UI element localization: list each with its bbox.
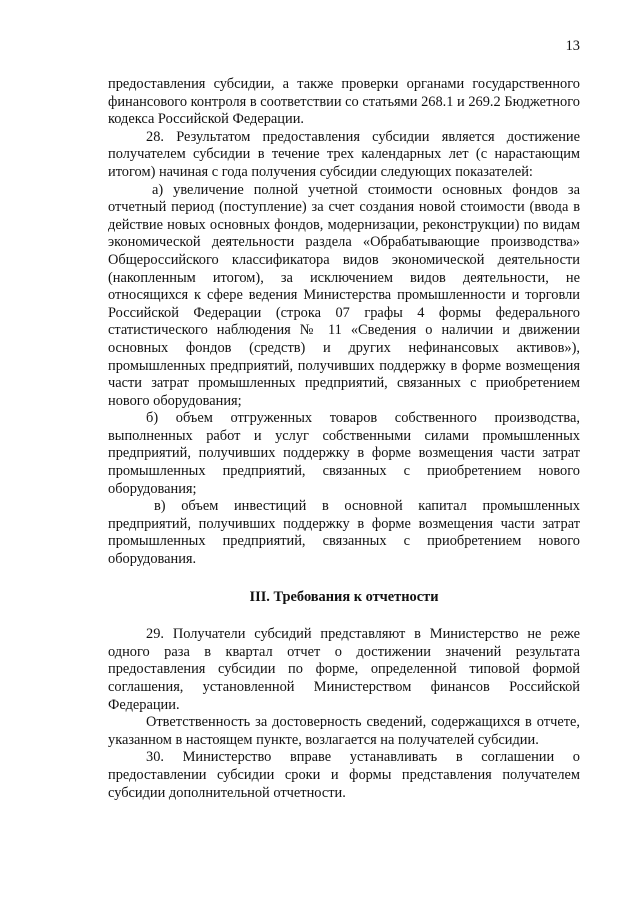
paragraph-28: 28. Результатом предоставления субсидии является достижение получателем субсидии в течение трех календарных лет (с нарастающим итогом) начиная с года получения субсидии следующих показателей: — [108, 128, 580, 180]
paragraph-responsibility: Ответственность за достоверность сведений, содержащихся в отчете, указанном в настоящем пункте, возлагается на получателей субсидии. — [108, 714, 580, 748]
section-heading: III. Требования к отчетности — [249, 588, 439, 605]
list-item-v: в) объем инвестиций в основной капитал промышленных предприятий, получивших поддержку в форме возмещения части затрат промышленных предприятий, связанных с приобретением нового оборудования. — [108, 498, 580, 568]
paragraph-continuation: предоставления субсидии, а также проверки органами государственного финансового контроля в соответствии со статьями 268.1 и 269.2 Бюджетного кодекса Российской Федерации. — [108, 76, 580, 128]
list-item-b: б) объем отгруженных товаров собственного производства, выполненных работ и услуг собственными силами промышленных предприятий, получивших поддержку в форме возмещения части затрат промышленных предприятий, связанных с приобретением нового оборудования; — [108, 410, 580, 497]
document-body — [108, 76, 580, 802]
page-number: 13 — [565, 38, 580, 54]
paragraph-29: 29. Получатели субсидий представляют в Министерство не реже одного раза в квартал отчет о достижении значений результата предоставления субсидии по форме, определенной типовой формой соглашения, установленной Министерством финансов Российской Федерации. — [108, 626, 580, 713]
paragraph-30: 30. Министерство вправе устанавливать в соглашении о предоставлении субсидии сроки и формы представления получателем субсидии дополнительной отчетности. — [108, 749, 580, 801]
list-item-a: а) увеличение полной учетной стоимости основных фондов за отчетный период (поступление) за счет создания новой стоимости (ввода в действие новых основных фондов, модернизации, реконструкции) по видам экономической деятельности раздела «Обрабатывающие производства» Общероссийского классификатора видов экономической деятельности (накопленным итогом), за исключением видов деятельности, не относящихся к сфере ведения Министерства промышленности и торговли Российской Федерации (строка 07 графы 4 формы федерального статистического наблюдения № 11 «Сведения о наличии и движении основных фондов (средств) и других нефинансовых активов»), промышленных предприятий, получивших поддержку в форме возмещения части затрат промышленных предприятий, связанных с приобретением нового оборудования; — [108, 181, 580, 409]
